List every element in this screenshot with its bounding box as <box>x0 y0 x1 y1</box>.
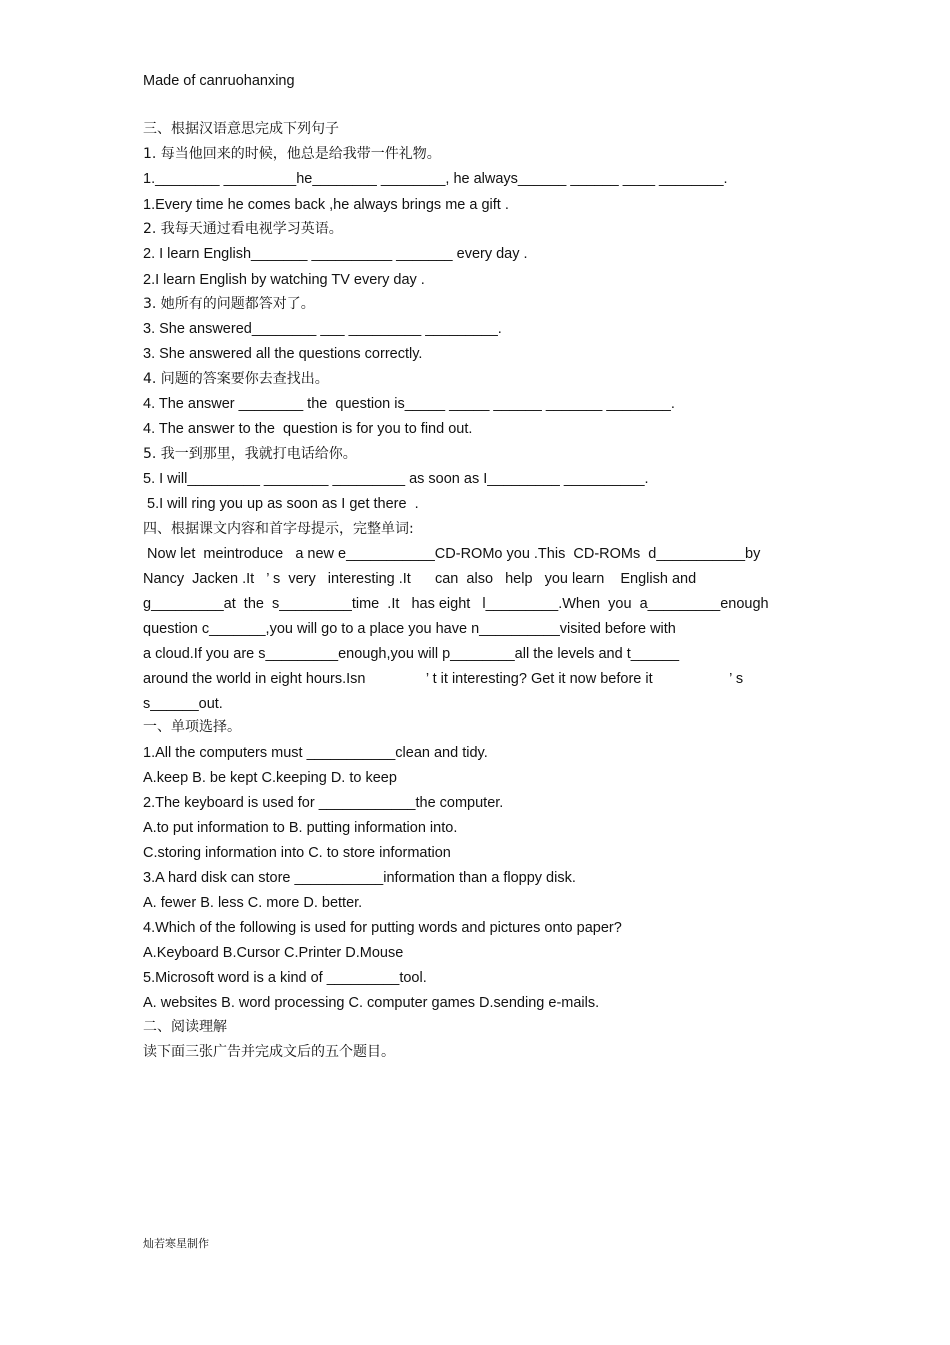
mc-question: 4.Which of the following is used for putting words and pictures onto paper? <box>143 920 622 936</box>
mc-options: A.Keyboard B.Cursor C.Printer D.Mouse <box>143 945 404 961</box>
section-1-title: 一、单项选择。 <box>143 719 241 735</box>
page-footer: 灿若寒星制作 <box>143 1237 209 1250</box>
mc-options: A. websites B. word processing C. computer games D.sending e-mails. <box>143 995 600 1011</box>
cloze-line: question c_______,you will go to a place you have n__________visited before with <box>143 621 676 637</box>
cloze-line: Nancy Jacken .It ’ s very interesting .It can also help you learn English and <box>143 571 697 587</box>
mc-question: 1.All the computers must ___________clean and tidy. <box>143 745 488 761</box>
cloze-line: g_________at the s_________time .It has eight l_________.When you a_________enough <box>143 596 769 612</box>
q3-chinese: 3. 她所有的问题都答对了。 <box>143 296 315 312</box>
mc-question: 5.Microsoft word is a kind of _________tool. <box>143 970 427 986</box>
cloze-line: around the world in eight hours.Isn ’ t it interesting? Get it now before it ’ s <box>143 671 744 687</box>
mc-options: C.storing information into C. to store information <box>143 845 451 861</box>
section-4-title: 四、根据课文内容和首字母提示，完整单词: <box>143 521 414 537</box>
q5-answer: 5.I will ring you up as soon as I get there . <box>143 496 419 512</box>
mc-options: A.keep B. be kept C.keeping D. to keep <box>143 770 397 786</box>
q5-chinese: 5. 我一到那里，我就打电话给你。 <box>143 446 357 462</box>
q2-answer: 2.I learn English by watching TV every day . <box>143 272 425 288</box>
mc-options: A. fewer B. less C. more D. better. <box>143 895 363 911</box>
cloze-line: Now let meintroduce a new e___________CD-ROMo you .This CD-ROMs d___________by <box>143 546 761 562</box>
cloze-line: a cloud.If you are s_________enough,you will p________all the levels and t______ <box>143 646 680 662</box>
q1-blank-line: 1.________ _________he________ ________, he always______ ______ ____ ________. <box>143 171 728 187</box>
q1-answer: 1.Every time he comes back ,he always brings me a gift . <box>143 197 509 213</box>
q4-chinese: 4. 问题的答案要你去查找出。 <box>143 371 329 387</box>
section-2-instruction: 读下面三张广告并完成文后的五个题目。 <box>143 1044 395 1060</box>
section-2-title: 二、阅读理解 <box>143 1019 227 1035</box>
q4-answer: 4. The answer to the question is for you to find out. <box>143 421 473 437</box>
q3-blank-line: 3. She answered________ ___ _________ _________. <box>143 321 502 337</box>
q5-blank-line: 5. I will_________ ________ _________ as soon as I_________ __________. <box>143 471 649 487</box>
mc-question: 2.The keyboard is used for ____________the computer. <box>143 795 504 811</box>
q3-answer: 3. She answered all the questions correctly. <box>143 346 423 362</box>
page-header: Made of canruohanxing <box>143 73 295 89</box>
q2-blank-line: 2. I learn English_______ __________ _______ every day . <box>143 246 528 262</box>
q4-blank-line: 4. The answer ________ the question is_____ _____ ______ _______ ________. <box>143 396 675 412</box>
mc-options: A.to put information to B. putting information into. <box>143 820 458 836</box>
section-3-title: 三、根据汉语意思完成下列句子 <box>143 121 339 137</box>
q2-chinese: 2. 我每天通过看电视学习英语。 <box>143 221 343 237</box>
q1-chinese: 1. 每当他回来的时候，他总是给我带一件礼物。 <box>143 146 441 162</box>
cloze-line: s______out. <box>143 696 223 712</box>
mc-question: 3.A hard disk can store ___________information than a floppy disk. <box>143 870 576 886</box>
